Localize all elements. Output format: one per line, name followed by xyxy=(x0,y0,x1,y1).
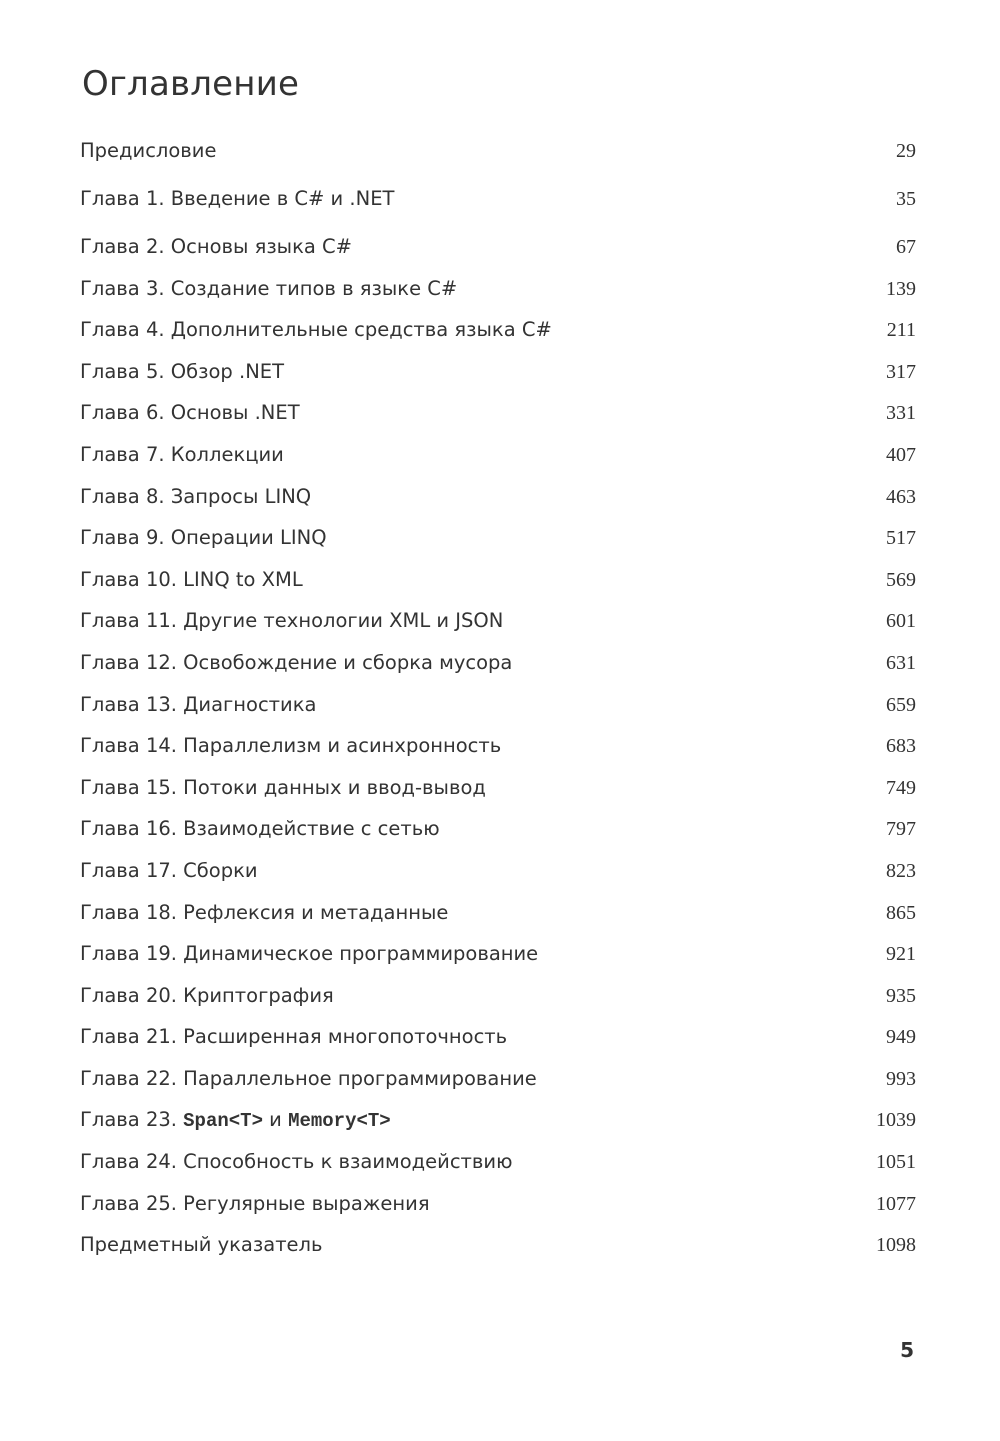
page-title: Оглавление xyxy=(82,64,300,104)
toc-entry-title: Глава 24. Способность к взаимодействию xyxy=(80,1150,513,1174)
toc-entry[interactable] xyxy=(80,434,916,476)
toc-entry-title: Глава 5. Обзор .NET xyxy=(80,359,285,383)
toc-entry[interactable] xyxy=(80,892,916,934)
toc-entry-title: Глава 3. Создание типов в языке C# xyxy=(80,276,458,300)
toc-entry[interactable] xyxy=(80,178,916,226)
toc-entry-page: 35 xyxy=(896,188,916,210)
toc-entry-title: Глава 18. Рефлексия и метаданные xyxy=(80,900,449,924)
toc-entry-page: 935 xyxy=(886,984,916,1007)
toc-entry[interactable] xyxy=(80,600,916,642)
toc-entry[interactable] xyxy=(80,850,916,892)
toc-entry[interactable] xyxy=(80,725,916,767)
toc-entry-title: Глава 4. Дополнительные средства языка C# xyxy=(80,318,552,342)
toc-entry-title: Глава 22. Параллельное программирование xyxy=(80,1066,537,1090)
toc-entry-page: 1051 xyxy=(876,1151,916,1174)
toc-entry-page: 331 xyxy=(886,402,916,425)
toc-entry-title: Глава 19. Динамическое программирование xyxy=(80,942,539,966)
toc-entry-title: Предметный указатель xyxy=(80,1233,323,1257)
toc-entry-title: Глава 25. Регулярные выражения xyxy=(80,1191,430,1215)
toc-entry-page: 865 xyxy=(886,901,916,924)
toc-entry[interactable] xyxy=(80,559,916,601)
toc-entry-title: Глава 21. Расширенная многопоточность xyxy=(80,1025,508,1049)
toc-entry-title: Глава 13. Диагностика xyxy=(80,692,317,716)
toc-entry-title: Глава 15. Потоки данных и ввод-вывод xyxy=(80,775,486,799)
toc-entry-title: Глава 1. Введение в C# и .NET xyxy=(80,187,395,210)
toc-entry[interactable] xyxy=(80,1183,916,1225)
toc-entry[interactable] xyxy=(80,517,916,559)
toc-entry-page: 517 xyxy=(886,527,916,550)
toc-entry-page: 1098 xyxy=(876,1234,916,1257)
code-memory-type: Memory<T> xyxy=(288,1110,391,1133)
toc-entry-title-middle: и xyxy=(262,1108,289,1132)
toc-entry-page: 463 xyxy=(886,485,916,508)
toc-entry-page: 659 xyxy=(886,693,916,716)
toc-entry[interactable] xyxy=(80,1224,916,1266)
toc-entry[interactable] xyxy=(80,476,916,518)
toc-entry-page: 569 xyxy=(886,568,916,591)
toc-entry-title: Глава 6. Основы .NET xyxy=(80,401,300,425)
toc-entry[interactable] xyxy=(80,808,916,850)
toc-entry[interactable] xyxy=(80,309,916,351)
toc-entry[interactable] xyxy=(80,226,916,268)
toc-entry[interactable] xyxy=(80,1016,916,1058)
toc-entry-page: 317 xyxy=(886,360,916,383)
toc-entry[interactable] xyxy=(80,933,916,975)
toc-entry[interactable] xyxy=(80,684,916,726)
toc-entry-title: Глава 17. Сборки xyxy=(80,858,258,882)
toc-entry-page: 29 xyxy=(896,140,916,162)
toc-entry-title: Предисловие xyxy=(80,139,217,162)
toc-entry[interactable] xyxy=(80,351,916,393)
toc-entry-page: 1039 xyxy=(876,1109,916,1132)
page-number: 5 xyxy=(900,1338,914,1362)
toc-entry[interactable] xyxy=(80,975,916,1017)
toc-entry-title: Глава 9. Операции LINQ xyxy=(80,526,327,550)
toc-entry-page: 631 xyxy=(886,651,916,674)
table-of-contents xyxy=(80,130,916,1266)
toc-entry-page: 797 xyxy=(886,818,916,841)
code-span-type: Span<T> xyxy=(183,1110,263,1133)
toc-entry[interactable] xyxy=(80,642,916,684)
toc-entry-title: Глава 2. Основы языка C# xyxy=(80,235,352,258)
toc-entry[interactable] xyxy=(80,130,916,178)
toc-entry-page: 823 xyxy=(886,859,916,882)
toc-entry-page: 67 xyxy=(896,236,916,258)
toc-entry[interactable] xyxy=(80,1099,916,1141)
toc-entry-page: 993 xyxy=(886,1067,916,1090)
toc-entry[interactable] xyxy=(80,1058,916,1100)
toc-entry-page: 1077 xyxy=(876,1192,916,1215)
toc-entry[interactable] xyxy=(80,392,916,434)
toc-entry-page: 211 xyxy=(886,319,916,342)
toc-entry[interactable] xyxy=(80,767,916,809)
toc-entry-title-prefix: Глава 23. xyxy=(80,1108,184,1132)
toc-entry[interactable] xyxy=(80,268,916,310)
toc-entry-title: Глава 12. Освобождение и сборка мусора xyxy=(80,650,513,674)
toc-entry[interactable] xyxy=(80,1141,916,1183)
toc-entry-title: Глава 11. Другие технологии XML и JSON xyxy=(80,609,504,633)
toc-entry-page: 949 xyxy=(886,1026,916,1049)
toc-entry-title: Глава 7. Коллекции xyxy=(80,442,284,466)
toc-entry-title: Глава 20. Криптография xyxy=(80,983,334,1007)
toc-entry-page: 139 xyxy=(886,277,916,300)
toc-entry-page: 601 xyxy=(886,610,916,633)
toc-entry-title xyxy=(80,1099,391,1143)
toc-entry-title: Глава 8. Запросы LINQ xyxy=(80,484,312,508)
toc-entry-page: 407 xyxy=(886,443,916,466)
toc-entry-title: Глава 16. Взаимодействие с сетью xyxy=(80,817,440,841)
toc-entry-title: Глава 10. LINQ to XML xyxy=(80,567,303,591)
toc-entry-page: 683 xyxy=(886,735,916,758)
toc-entry-page: 921 xyxy=(886,943,916,966)
toc-entry-title: Глава 14. Параллелизм и асинхронность xyxy=(80,734,502,758)
toc-entry-page: 749 xyxy=(886,776,916,799)
